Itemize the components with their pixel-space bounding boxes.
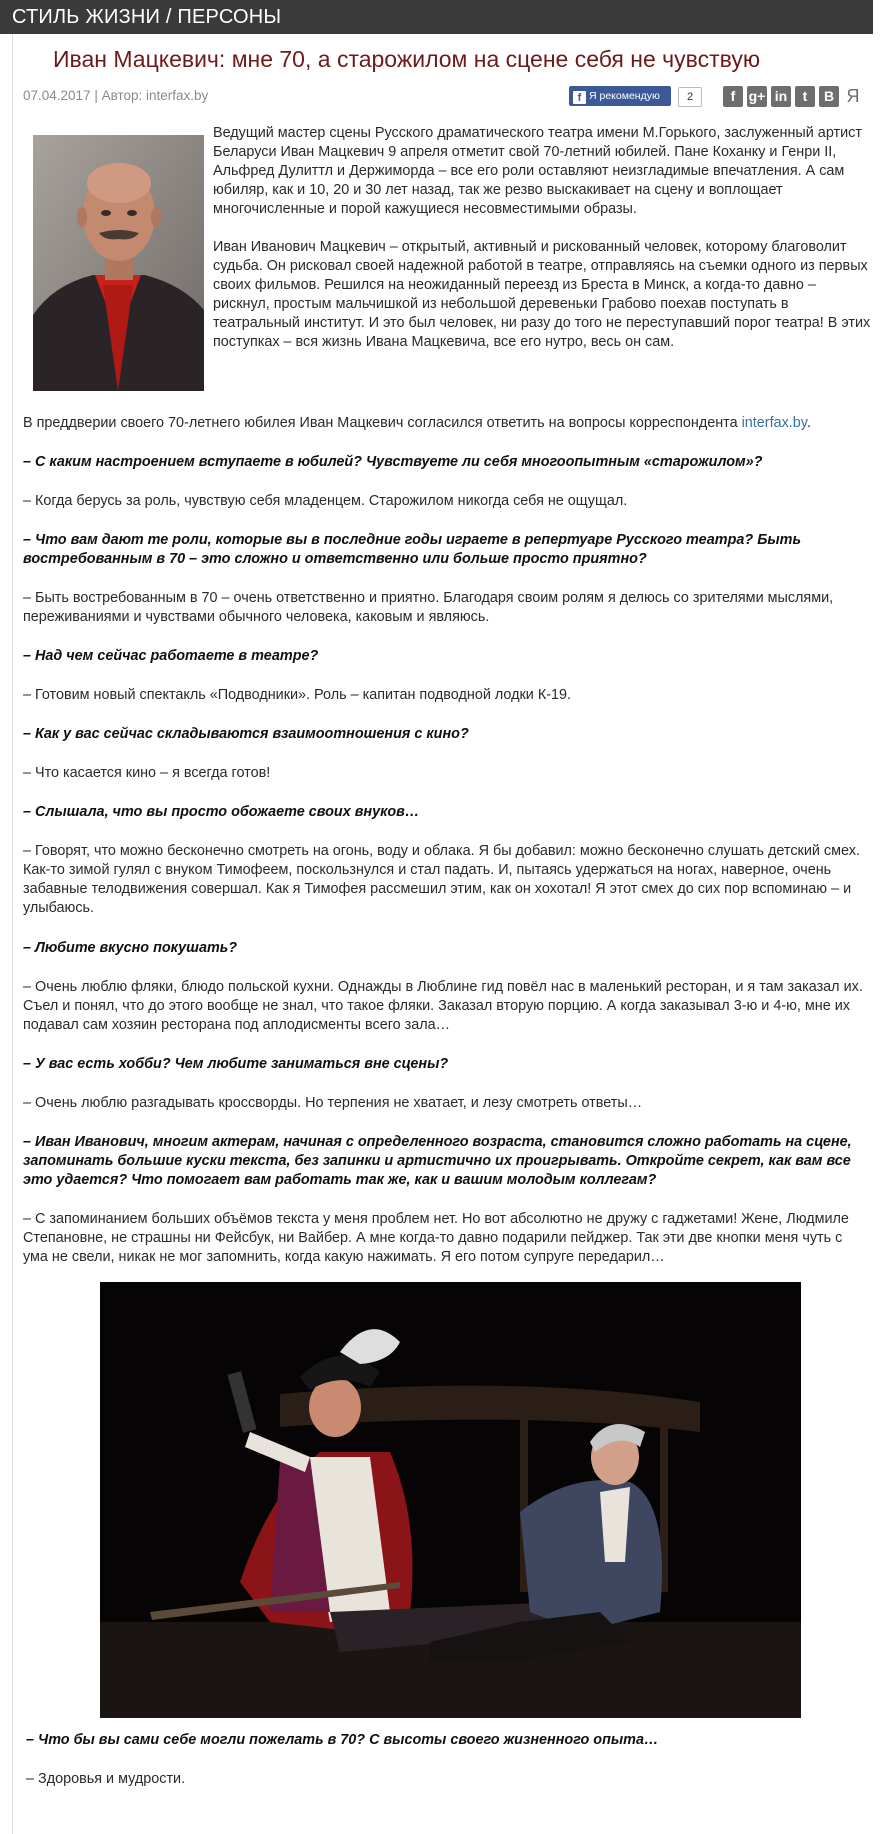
- interfax-link[interactable]: interfax.by: [741, 415, 807, 431]
- intro-paragraph: Иван Иванович Мацкевич – открытый, активный и рискованный человек, которому благоволит судьба. Он рисковал своей надежной работой в театре, отправляясь на съемки одного из первых своих фильмов. Решился на неожиданный переезд из Бреста в Минск, а когда-то давно – рискнул, простым мальчишкой из небольшой деревеньки Грабово поехав поступать в театральный институт. И это был человек, ни разу до того не переступавший порог театра! В этих поступках – вся жизнь Ивана Мацкевича, все его нутро, весь он сам.: [213, 239, 871, 350]
- portrait-photo: [33, 135, 204, 391]
- answer: – Очень люблю разгадывать кроссворды. Но терпения не хватает, и лезу смотреть ответы…: [23, 1095, 643, 1111]
- answer: – Что касается кино – я всегда готов!: [23, 765, 271, 781]
- left-divider: [12, 34, 13, 1834]
- question: – Что вам дают те роли, которые вы в последние годы играете в репертуаре Русского театра? Быть востребованным в 70 – это сложно и ответственно или больше просто приятно?: [23, 532, 802, 567]
- section-header: СТИЛЬ ЖИЗНИ / ПЕРСОНЫ: [0, 0, 873, 34]
- question: – С каким настроением вступаете в юбилей? Чувствуете ли себя многоопытным «старожилом»?: [23, 454, 763, 470]
- lead-end: .: [806, 415, 811, 431]
- tumblr-icon[interactable]: t: [795, 86, 815, 107]
- answer: – Быть востребованным в 70 – очень ответственно и приятно. Благодаря своим ролям я делюсь со зрителями мыслями, переживаниями и чувствами обычного человека, каковым и являюсь.: [23, 590, 834, 625]
- lead-paragraph: [23, 414, 871, 433]
- yandex-icon[interactable]: Я: [846, 86, 860, 106]
- article-title: Иван Мацкевич: мне 70, а старожилом на сцене себя не чувствую: [53, 46, 761, 72]
- answer: – С запоминанием больших объёмов текста у меня проблем нет. Но вот абсолютно не дружу с гаджетами! Жене, Людмиле Степановне, не страшны ни Фейсбук, ни Вайбер. А мне когда-то давно подарили пейджер. Так эти две кнопки меня чуть с ума не свели, никак не мог запомнить, когда какую нажимать. Я его потом супруге передарил…: [23, 1211, 849, 1265]
- lead-text: В преддверии своего 70-летнего юбилея Иван Мацкевич согласился ответить на вопросы корреспондента: [23, 415, 742, 431]
- answer: – Очень люблю фляки, блюдо польской кухни. Однажды в Люблине гид повёл нас в маленький ресторан, и я там заказал их. Съел и понял, что до этого вообще не знал, что такое фляки. Заказал вторую порцию. А когда заказывал 3-ю и 4-ю, мне их подавал сам хозяин ресторана под аплодисменты всего зала…: [23, 979, 863, 1033]
- question: – Как у вас сейчас складываются взаимоотношения с кино?: [23, 726, 469, 742]
- linkedin-icon[interactable]: in: [771, 86, 791, 107]
- google-plus-icon[interactable]: g+: [747, 86, 767, 107]
- answer: – Готовим новый спектакль «Подводники». Роль – капитан подводной лодки К-19.: [23, 687, 572, 703]
- answer: – Говорят, что можно бесконечно смотреть на огонь, воду и облака. Я бы добавил: можно бесконечно слушать детский смех. Как-то зимой гулял с внуком Тимофеем, поскользнулся и стал падать. И, пытаясь удержаться на ногах, наверное, очень забавные телодвижения совершал. Как я Тимофея рассмешил этим, как он хохотал! Я этот смех до сих пор вспоминаю – и улыбаюсь.: [23, 843, 860, 916]
- facebook-recommend-button[interactable]: [569, 86, 671, 106]
- article-meta: 07.04.2017 | Автор: interfax.by: [23, 88, 209, 103]
- question: – У вас есть хобби? Чем любите заниматься вне сцены?: [23, 1056, 449, 1072]
- question: – Любите вкусно покушать?: [23, 940, 238, 956]
- answer: – Здоровья и мудрости.: [26, 1771, 186, 1787]
- question: – Иван Иванович, многим актерам, начиная с определенного возраста, становится сложно работать на сцене, запоминать большие куски текста, без запинки и артистично их проигрывать. Откройте секрет, как вам все это удается? Что помогает вам работать так же, как и вашим молодым коллегам?: [23, 1134, 852, 1188]
- facebook-icon: f: [573, 91, 586, 104]
- answer: – Когда берусь за роль, чувствую себя младенцем. Старожилом никогда себя не ощущал.: [23, 493, 628, 509]
- intro-text: [213, 124, 873, 371]
- fb-count-badge: 2: [678, 87, 702, 107]
- stage-photo: [100, 1282, 801, 1718]
- question: – Что бы вы сами себе могли пожелать в 70? С высоты своего жизненного опыта…: [26, 1732, 659, 1748]
- question: – Над чем сейчас работаете в театре?: [23, 648, 319, 664]
- vk-icon[interactable]: B: [819, 86, 839, 107]
- question: – Слышала, что вы просто обожаете своих внуков…: [23, 804, 420, 820]
- fb-label: Я рекомендую: [589, 90, 660, 102]
- facebook-icon[interactable]: f: [723, 86, 743, 107]
- intro-paragraph: Ведущий мастер сцены Русского драматического театра имени М.Горького, заслуженный артист Беларуси Иван Мацкевич 9 апреля отметит свой 70-летний юбилей. Пане Коханку и Генри II, Альфред Дулиттл и Держиморда – все его роли оставляют неизгладимые впечатления. А сам юбиляр, как и 10, 20 и 30 лет назад, так же резво выскакивает на сцену и воплощает многочисленные и порой кажущиеся несовместимыми образы.: [213, 125, 862, 217]
